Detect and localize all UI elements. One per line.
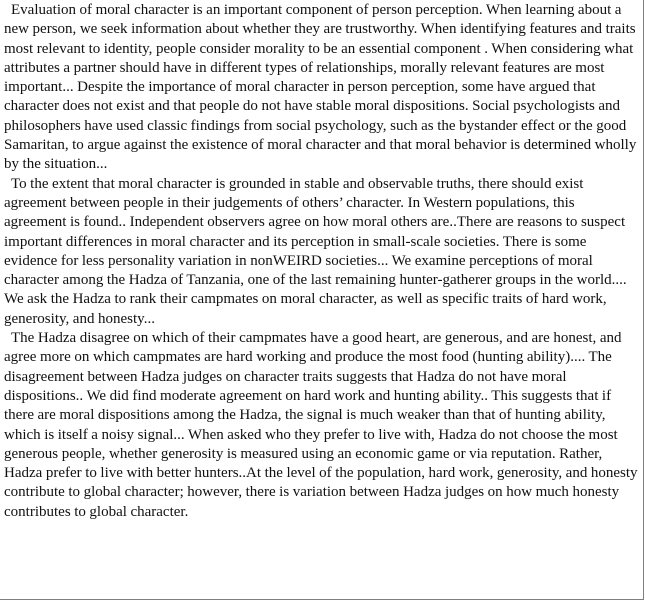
paragraph-1: Evaluation of moral character is an important component of person perception. When learning about a new person, we seek information about whether they are trustworthy. When identifying features and traits most relevant to identity, people consider morality to be an essential component . When considering what attributes a partner should have in different types of relationships, morally relevant features are most important... Despite the importance of moral character in person perception, some have argued that character does not exist and that people do not have stable moral dispositions. Social psychologists and philosophers have used classic findings from social psychology, such as the bystander effect or the good Samaritan, to argue against the existence of moral character and that moral behavior is determined wholly by the situation...	[4, 2, 637, 173]
document-text	[4, 1, 640, 522]
paragraph-2: To the extent that moral character is grounded in stable and observable truths, there should exist agreement between people in their judgements of others’ character. In Western populations, this agreement is found.. Independent observers agree on how moral others are..There are reasons to suspect important differences in moral character and its perception in small-scale societies. There is some evidence for less personality variation in nonWEIRD societies... We examine perceptions of moral character among the Hadza of Tanzania, one of the last remaining hunter-gatherer groups in the world.... We ask the Hadza to rank their campmates on moral character, as well as specific traits of hard work, generosity, and honesty...	[4, 175, 627, 327]
paragraph-3: The Hadza disagree on which of their campmates have a good heart, are generous, and are honest, and agree more on which campmates are hard working and produce the most food (hunting ability).... The disagreement between Hadza judges on character traits suggests that Hadza do not have moral dispositions.. We did find moderate agreement on hard work and hunting ability.. This suggests that if there are moral dispositions among the Hadza, the signal is much weaker than that of hunting ability, which is itself a noisy signal... When asked who they prefer to live with, Hadza do not choose the most generous people, whether generosity is measured using an economic game or via reputation. Rather, Hadza prefer to live with better hunters..At the level of the population, hard work, generosity, and honesty contribute to global character; however, there is variation between Hadza judges on how much honesty contributes to global character.	[4, 330, 638, 520]
